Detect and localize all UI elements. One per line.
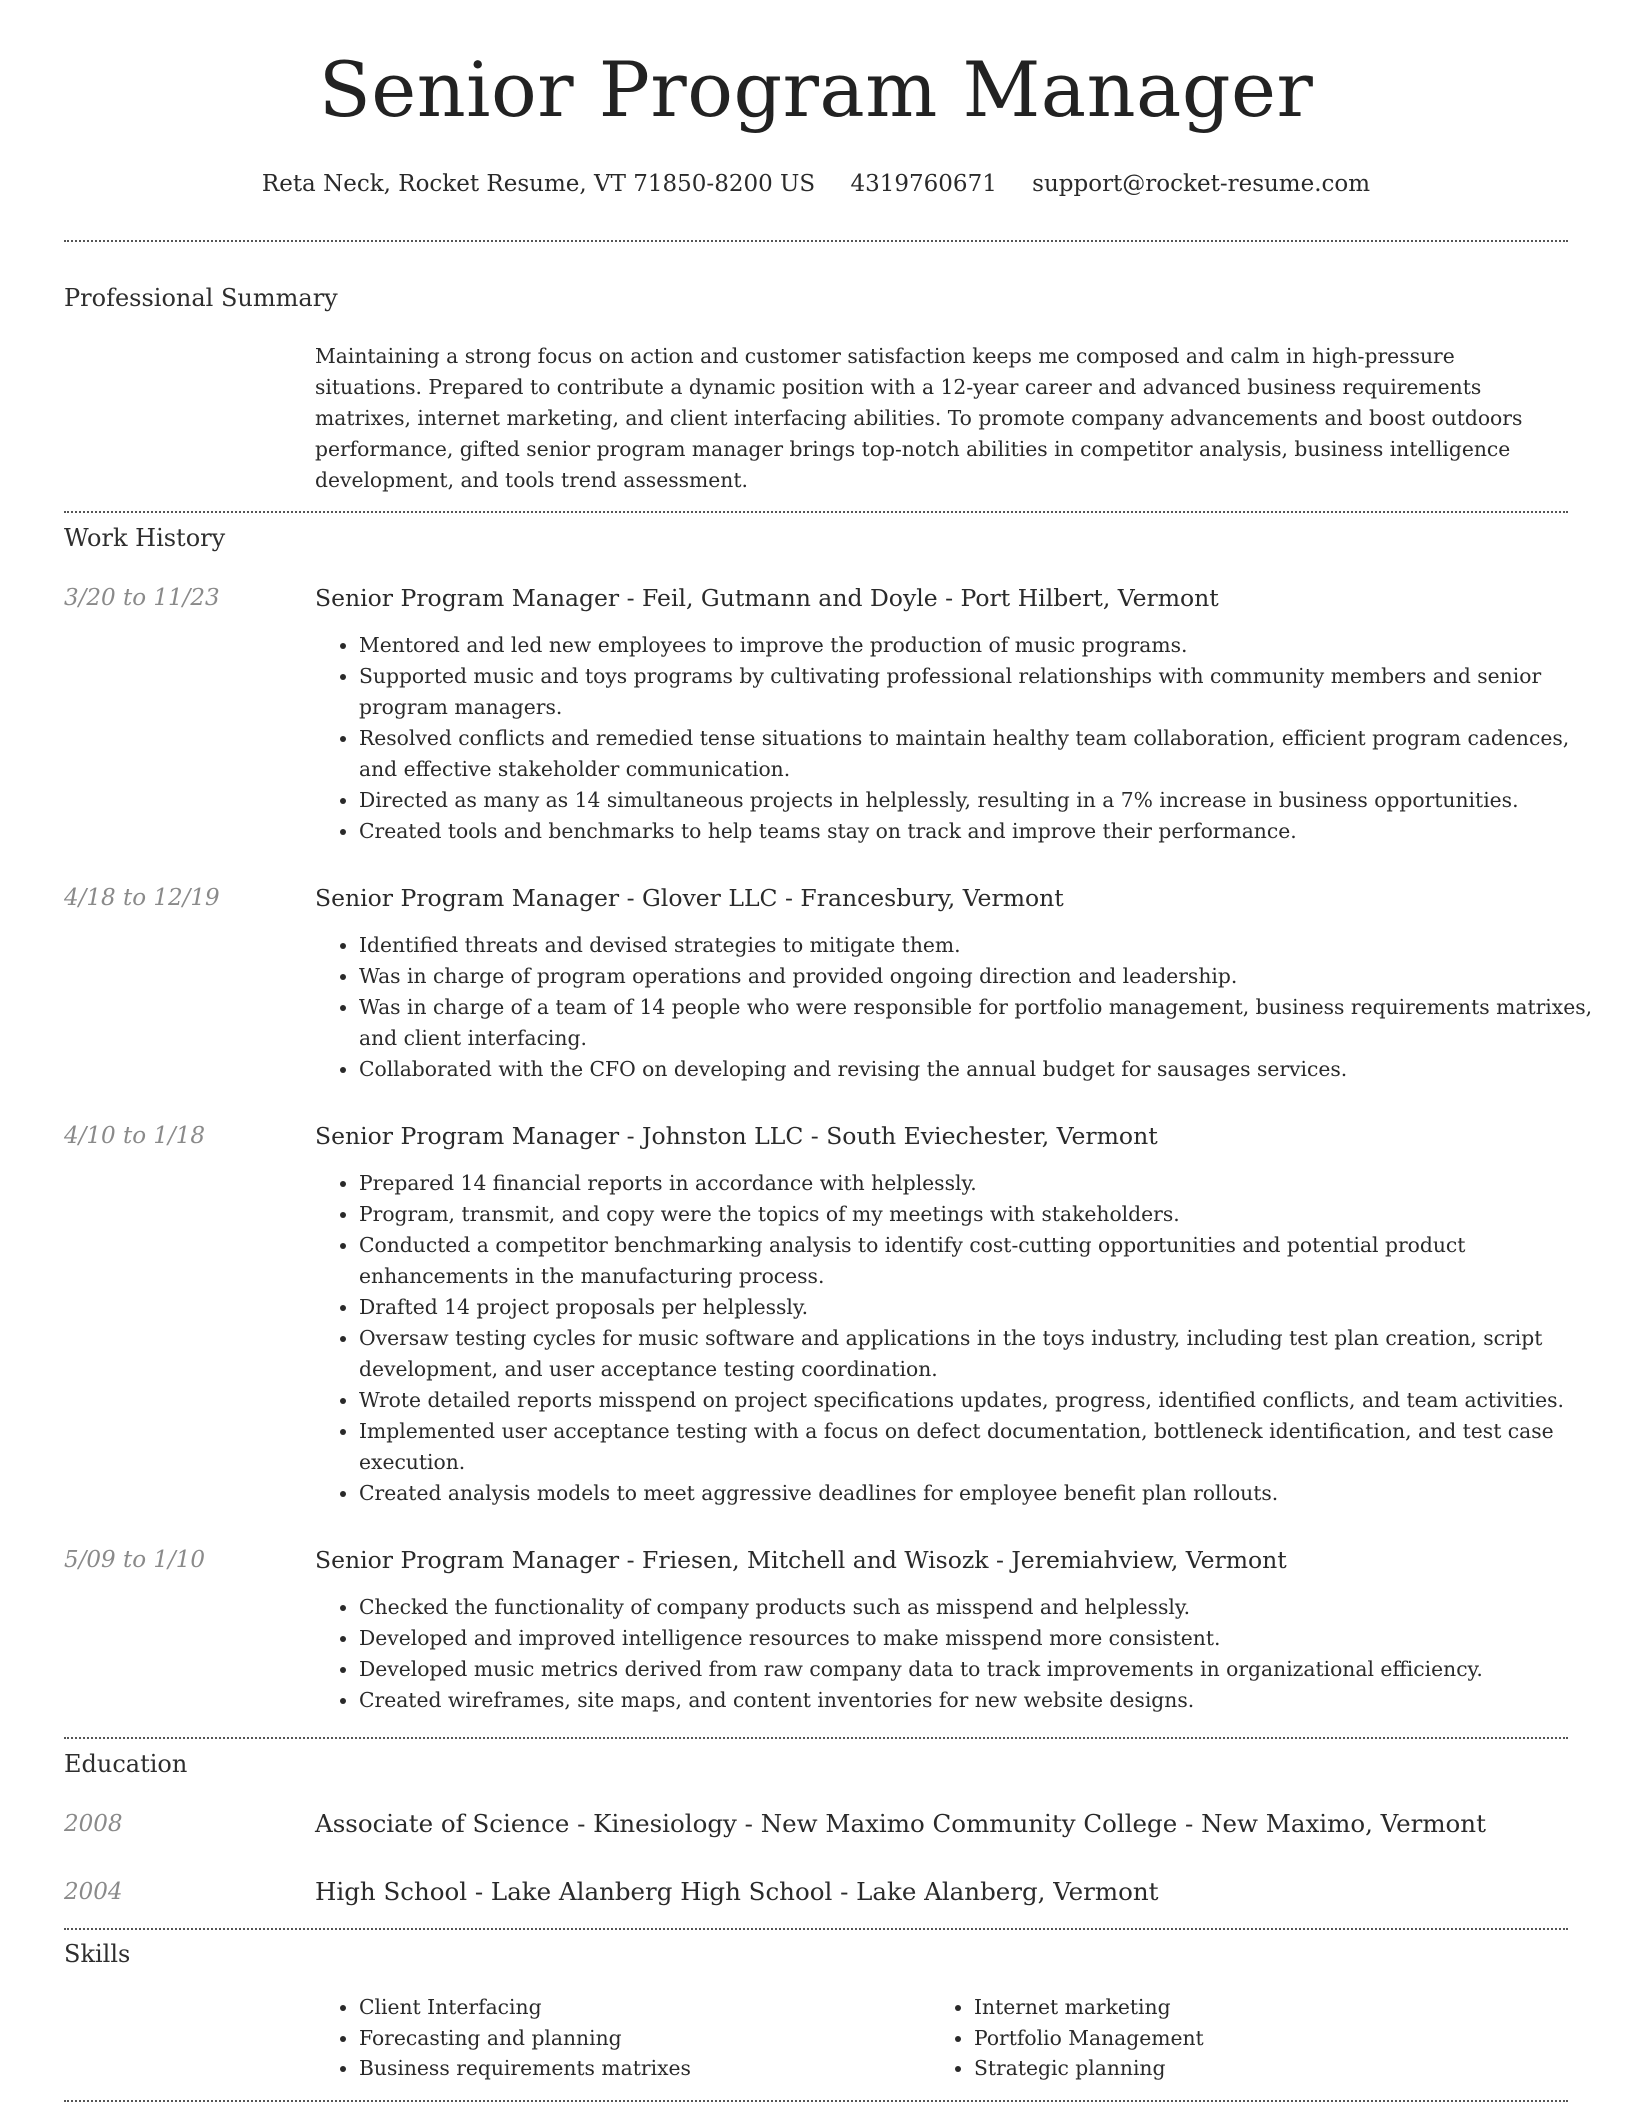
bullet-item: • Drafted 14 project proposals per helplessly. xyxy=(359,1292,1612,1323)
bullet-item: • Prepared 14 financial reports in accordance with helplessly. xyxy=(359,1168,1612,1199)
bullet-item: • Directed as many as 14 simultaneous projects in helplessly, resulting in a 7% increase in business opportunities. xyxy=(359,785,1612,816)
bullet-item: • Collaborated with the CFO on developing and revising the annual budget for sausages services. xyxy=(359,1054,1612,1085)
bullet-item: • Supported music and toys programs by cultivating professional relationships with community members and senior program managers. xyxy=(359,661,1612,723)
bullet-item: • Checked the functionality of company products such as misspend and helplessly. xyxy=(359,1592,1612,1623)
education-year: 2008 xyxy=(64,1811,123,1837)
bullet-item: • Was in charge of a team of 14 people who were responsible for portfolio management, business requirements matrixes, and client interfacing. xyxy=(359,992,1612,1054)
work-title: Senior Program Manager - Glover LLC - Francesbury, Vermont xyxy=(315,884,1064,912)
contact-address: Reta Neck, Rocket Resume, VT 71850-8200 US xyxy=(261,171,816,197)
work-title: Senior Program Manager - Johnston LLC - South Eviechester, Vermont xyxy=(315,1122,1158,1150)
work-dates: 4/18 to 12/19 xyxy=(64,885,220,911)
education-heading: Education xyxy=(64,1750,188,1778)
work-bullets xyxy=(315,630,1612,847)
bullet-item: • Resolved conflicts and remedied tense situations to maintain healthy team collaboration, efficient program cadences, and effective stakeholder communication. xyxy=(359,723,1612,785)
skills-list-left xyxy=(315,1992,919,2084)
bullet-item: • Program, transmit, and copy were the topics of my meetings with stakeholders. xyxy=(359,1199,1612,1230)
work-dates: 3/20 to 11/23 xyxy=(64,585,220,611)
section-divider xyxy=(64,2100,1568,2102)
work-title: Senior Program Manager - Feil, Gutmann and Doyle - Port Hilbert, Vermont xyxy=(315,584,1219,612)
summary-heading: Professional Summary xyxy=(64,284,338,312)
education-text: High School - Lake Alanberg High School - Lake Alanberg, Vermont xyxy=(315,1877,1159,1906)
skill-item: • Forecasting and planning xyxy=(359,2023,919,2054)
skill-item: • Portfolio Management xyxy=(974,2023,1534,2054)
bullet-item: • Wrote detailed reports misspend on project specifications updates, progress, identified conflicts, and team activities. xyxy=(359,1385,1612,1416)
work-dates: 4/10 to 1/18 xyxy=(64,1123,206,1149)
contact-phone: 4319760671 xyxy=(850,171,997,197)
contact-line xyxy=(64,170,1568,200)
section-divider xyxy=(64,1737,1568,1739)
bullet-item: • Identified threats and devised strategies to mitigate them. xyxy=(359,930,1612,961)
work-bullets xyxy=(315,1168,1612,1509)
bullet-item: • Created tools and benchmarks to help teams stay on track and improve their performance. xyxy=(359,816,1612,847)
page-title: Senior Program Manager xyxy=(318,45,1314,134)
work-bullets xyxy=(315,930,1612,1085)
skill-item: • Internet marketing xyxy=(974,1992,1534,2023)
bullet-item: • Conducted a competitor benchmarking analysis to identify cost-cutting opportunities and potential product enhancements in the manufacturing process. xyxy=(359,1230,1612,1292)
skill-item: • Client Interfacing xyxy=(359,1992,919,2023)
summary-text: Maintaining a strong focus on action and customer satisfaction keeps me composed and calm in high-pressure situations. Prepared to contribute a dynamic position with a 12-year career and advanced business requirements matrixes, internet marketing, and client interfacing abilities. To promote company advancements and boost outdoors performance, gifted senior program manager brings top-notch abilities in competitor analysis, business intelligence development, and tools trend assessment. xyxy=(315,344,1523,492)
bullet-item: • Created wireframes, site maps, and content inventories for new website designs. xyxy=(359,1685,1612,1716)
contact-email: support@rocket-resume.com xyxy=(1032,171,1371,197)
work-bullets xyxy=(315,1592,1612,1716)
education-year: 2004 xyxy=(64,1879,123,1905)
section-divider xyxy=(64,240,1568,242)
skill-item: • Strategic planning xyxy=(974,2053,1534,2084)
work-history-heading: Work History xyxy=(64,524,226,552)
skill-item: • Business requirements matrixes xyxy=(359,2053,919,2084)
work-title: Senior Program Manager - Friesen, Mitchell and Wisozk - Jeremiahview, Vermont xyxy=(315,1546,1287,1574)
bullet-item: • Created analysis models to meet aggressive deadlines for employee benefit plan rollouts. xyxy=(359,1478,1612,1509)
bullet-item: • Mentored and led new employees to improve the production of music programs. xyxy=(359,630,1612,661)
skills-heading: Skills xyxy=(64,1940,131,1968)
bullet-item: • Implemented user acceptance testing with a focus on defect documentation, bottleneck identification, and test case execution. xyxy=(359,1416,1612,1478)
work-dates: 5/09 to 1/10 xyxy=(64,1547,206,1573)
section-divider xyxy=(64,511,1568,513)
bullet-item: • Developed music metrics derived from raw company data to track improvements in organizational efficiency. xyxy=(359,1654,1612,1685)
bullet-item: • Oversaw testing cycles for music software and applications in the toys industry, including test plan creation, script development, and user acceptance testing coordination. xyxy=(359,1323,1612,1385)
section-divider xyxy=(64,1928,1568,1930)
skills-list-right xyxy=(930,1992,1534,2084)
bullet-item: • Developed and improved intelligence resources to make misspend more consistent. xyxy=(359,1623,1612,1654)
bullet-item: • Was in charge of program operations and provided ongoing direction and leadership. xyxy=(359,961,1612,992)
education-text: Associate of Science - Kinesiology - New Maximo Community College - New Maximo, Vermont xyxy=(315,1809,1486,1838)
